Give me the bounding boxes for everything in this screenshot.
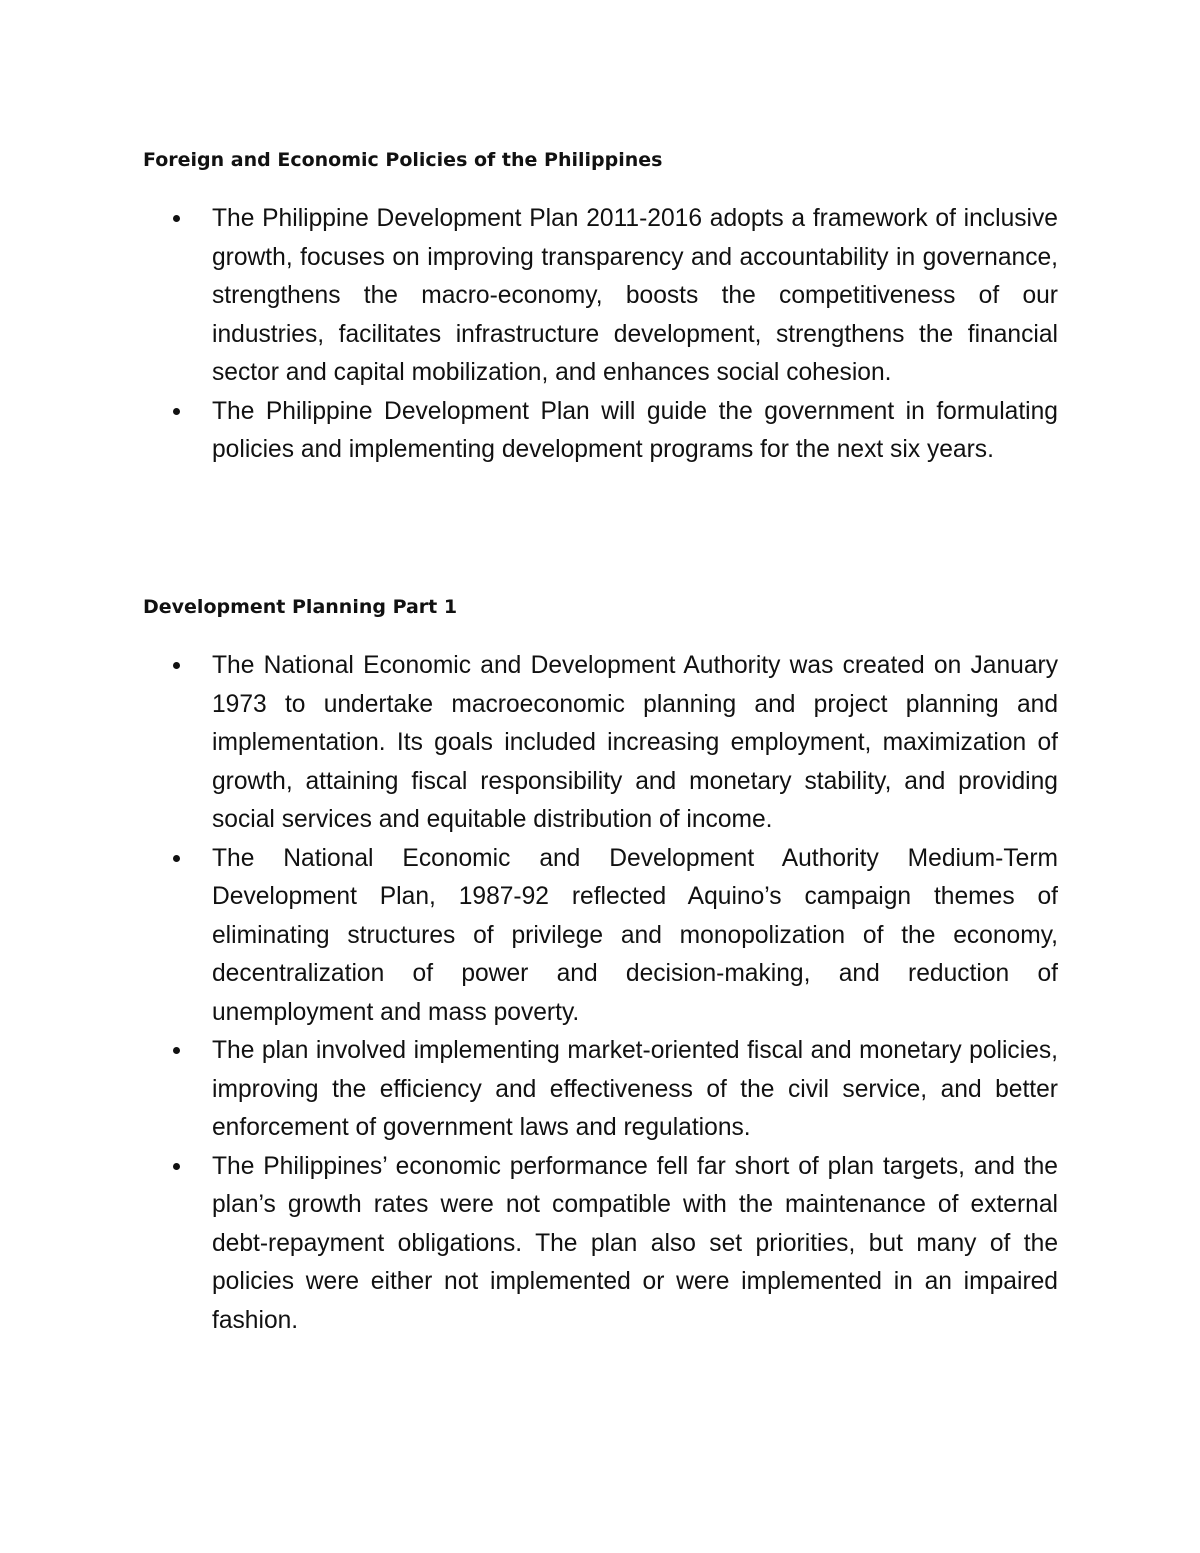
bullet-text: The Philippines’ economic performance fell far short of plan targets, and the plan’s growth rates were not compatible with the maintenance of external debt-repayment obligations. The plan also set priorities, but many of the policies were either not implemented or were implemented in an impaired fashion. bbox=[212, 1152, 1058, 1334]
bullet-item bbox=[0, 393, 1200, 470]
bullet-text: The National Economic and Development Authority Medium-Term Development Plan, 1987-92 reflected Aquino’s campaign themes of eliminating structures of privilege and monopolization of the economy, decentralization of power and decision-making, and reduction of unemployment and mass poverty. bbox=[212, 844, 1058, 1026]
bullet-list bbox=[0, 200, 1200, 470]
bullet-item bbox=[0, 1032, 1200, 1148]
bullet-text: The plan involved implementing market-oriented fiscal and monetary policies, improving the efficiency and effectiveness of the civil service, and better enforcement of government laws and regulations. bbox=[212, 1037, 1058, 1141]
bullet-dot-icon bbox=[173, 662, 180, 669]
bullet-item bbox=[0, 647, 1200, 840]
bullet-dot-icon bbox=[173, 408, 180, 415]
bullet-dot-icon bbox=[173, 855, 180, 862]
bullet-dot-icon bbox=[173, 1163, 180, 1170]
bullet-item bbox=[0, 200, 1200, 393]
bullet-text: The Philippine Development Plan 2011-2016 adopts a framework of inclusive growth, focuses on improving transparency and accountability in governance, strengthens the macro-economy, boosts the competitiveness of our industries, facilitates infrastructure development, strengthens the financial sector and capital mobilization, and enhances social cohesion. bbox=[212, 205, 1058, 386]
bullet-text: The National Economic and Development Authority was created on January 1973 to undertake macroeconomic planning and project planning and implementation. Its goals included increasing employment, maximization of growth, attaining fiscal responsibility and monetary stability, and providing social services and equitable distribution of income. bbox=[212, 652, 1058, 833]
bullet-text: The Philippine Development Plan will guide the government in formulating policies and implementing development programs for the next six years. bbox=[212, 397, 1058, 463]
bullet-list bbox=[0, 647, 1200, 1340]
bullet-item bbox=[0, 1148, 1200, 1341]
section-heading: Development Planning Part 1 bbox=[143, 596, 458, 618]
section-heading: Foreign and Economic Policies of the Philippines bbox=[143, 149, 663, 171]
bullet-dot-icon bbox=[173, 215, 180, 222]
bullet-dot-icon bbox=[173, 1047, 180, 1054]
bullet-item bbox=[0, 840, 1200, 1033]
